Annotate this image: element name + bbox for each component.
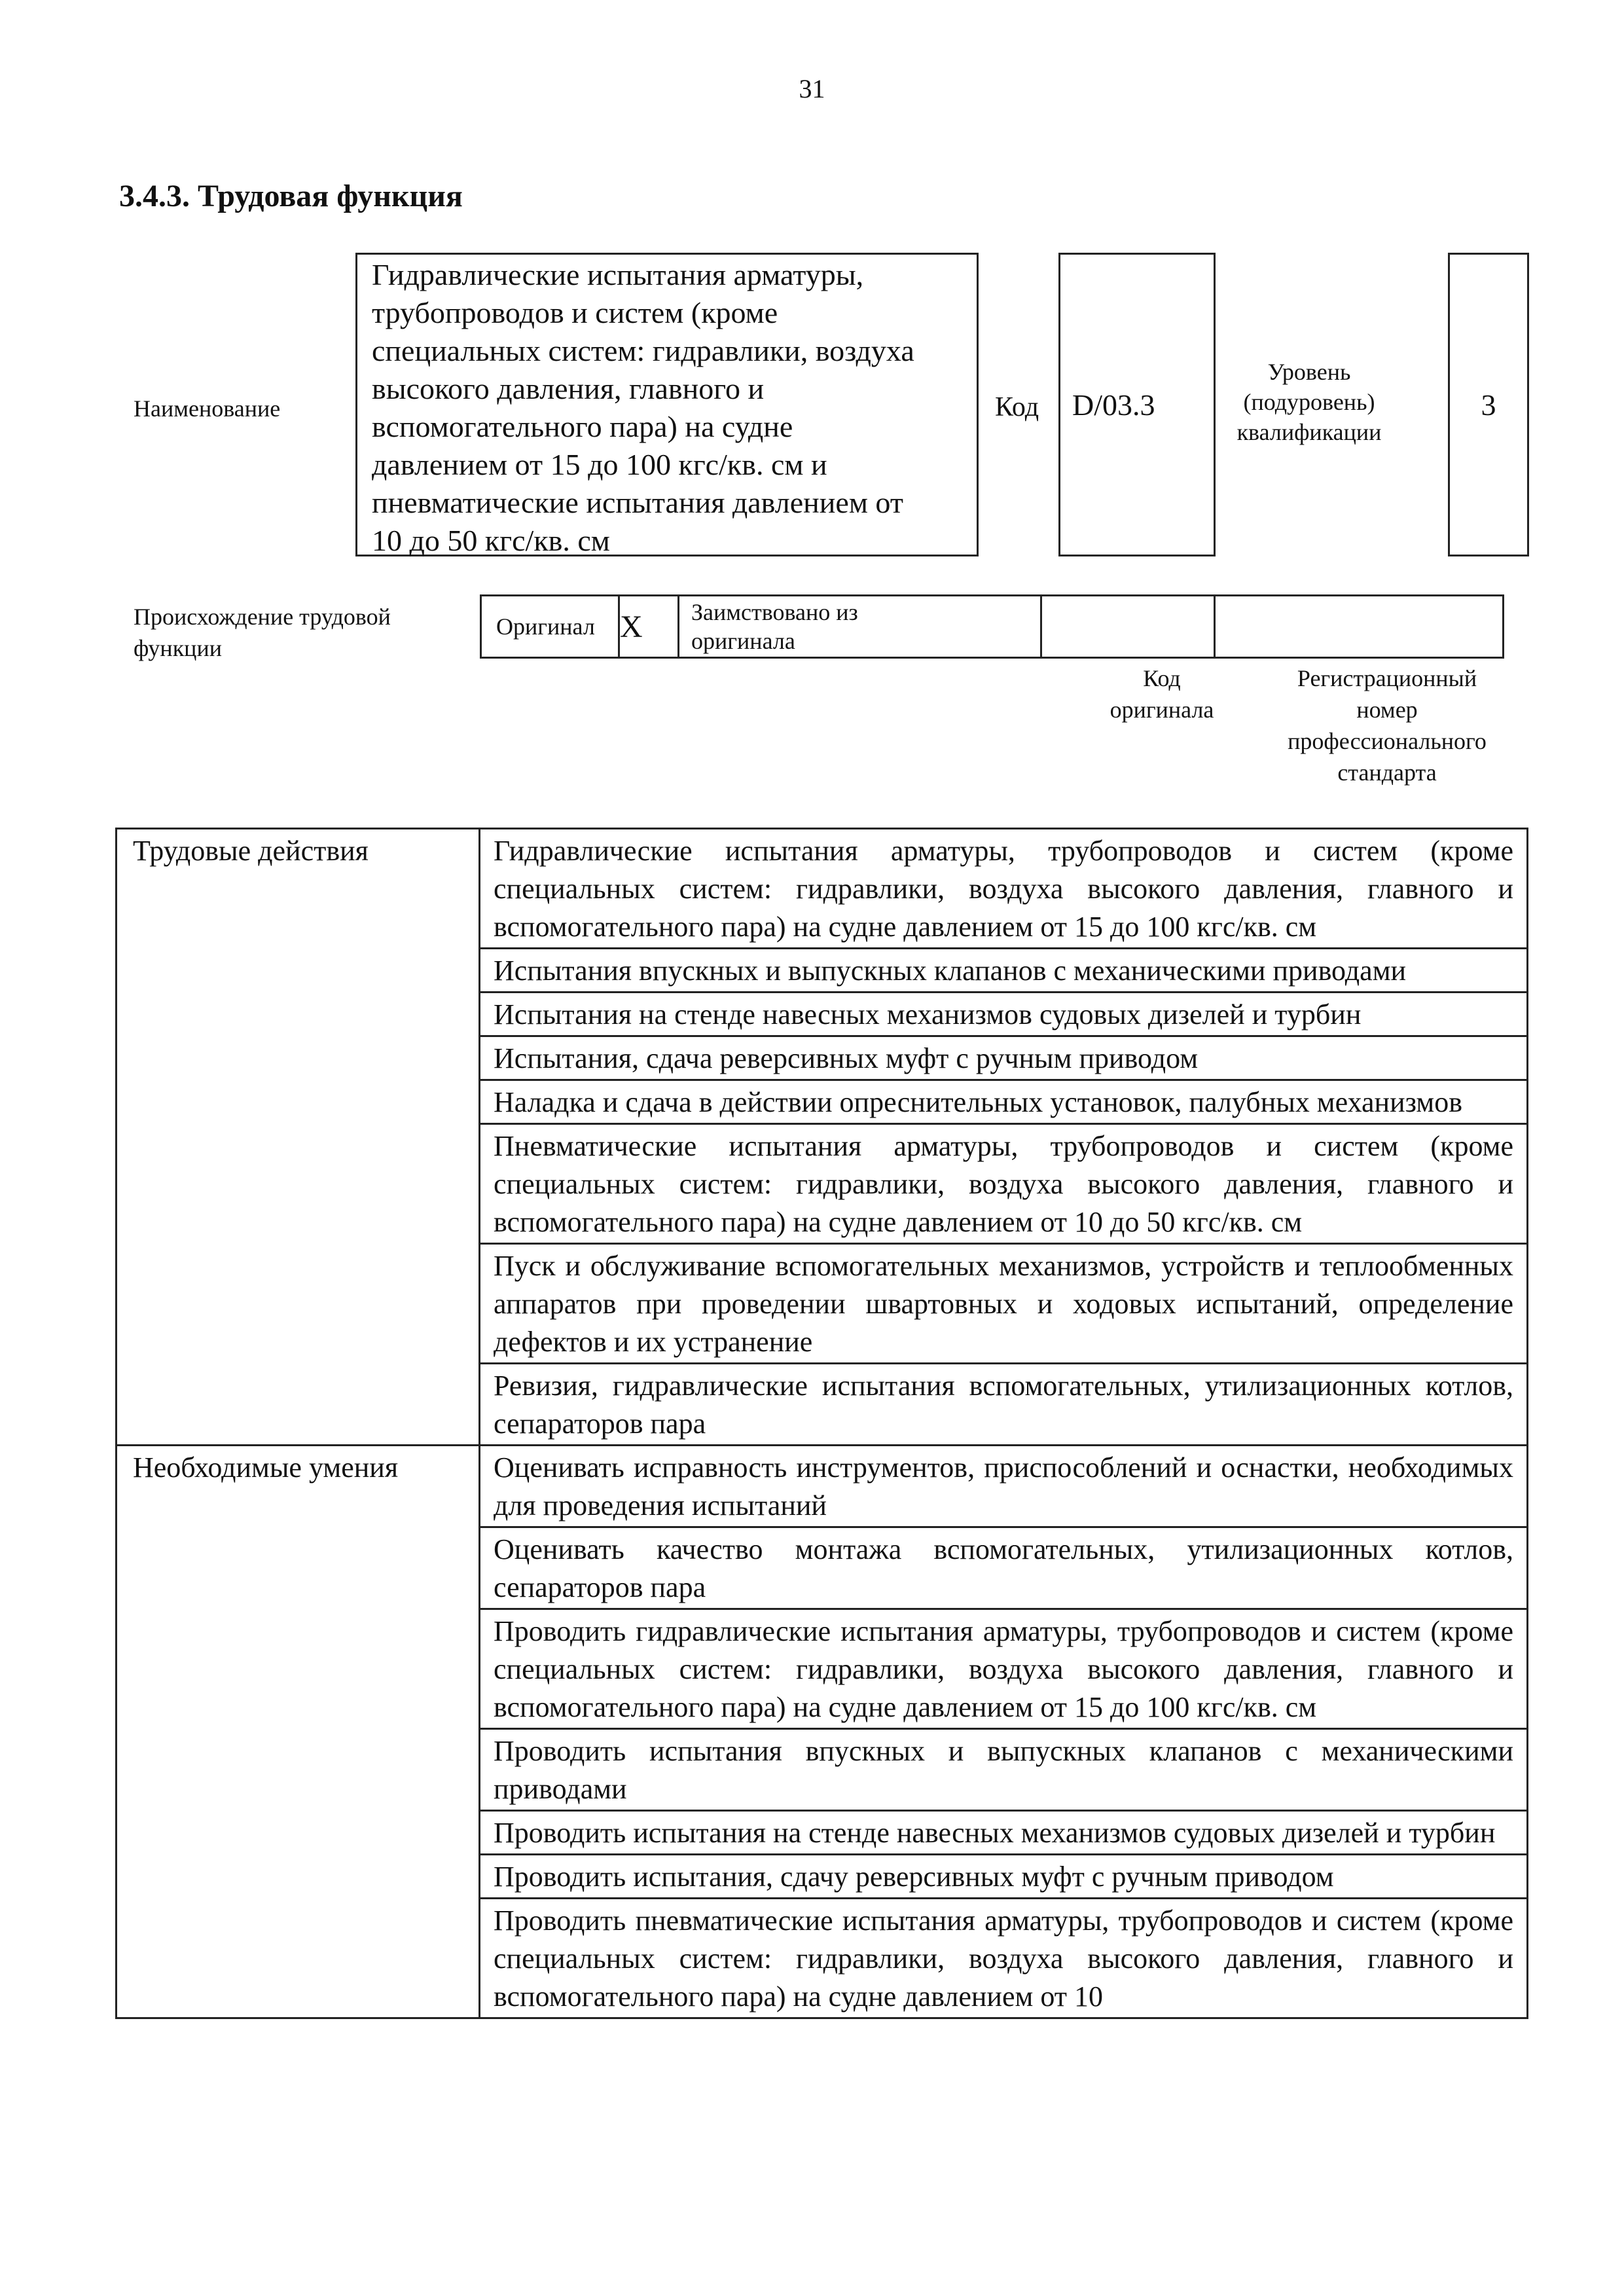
- table-row: [117, 1446, 1528, 1527]
- table-cell: Проводить испытания впускных и выпускных клапанов с механическими приводами: [480, 1729, 1528, 1811]
- code-label: Код: [995, 392, 1039, 422]
- table-cell: Испытания, сдача реверсивных муфт с ручным приводом: [480, 1036, 1528, 1080]
- level-value-box: [1448, 253, 1529, 556]
- name-line: давлением от 15 до 100 кгс/кв. см и: [372, 448, 827, 481]
- name-line: вспомогательного пара) на судне: [372, 410, 793, 443]
- caption-line: Регистрационный: [1297, 665, 1477, 691]
- code-value: D/03.3: [1072, 388, 1155, 422]
- page-number: 31: [799, 74, 825, 103]
- caption-line: профессионального: [1288, 728, 1487, 754]
- table-cell: Пневматические испытания арматуры, трубопроводов и систем (кроме специальных систем: гидравлики, воздуха высокого давления, главного и вспомогательного пара) на судне давлением от 10 до 50 кгс/кв. см: [480, 1124, 1528, 1244]
- code-original-caption: [1077, 663, 1247, 725]
- table-cell: Гидравлические испытания арматуры, трубопроводов и систем (кроме специальных систем: гидравлики, воздуха высокого давления, главного и вспомогательного пара) на судне давлением от 15 до 100 кгс/кв. см: [480, 829, 1528, 949]
- section-label: Необходимые умения: [117, 1446, 480, 2018]
- origin-label: [134, 601, 461, 664]
- origin-label-line: функции: [134, 635, 222, 661]
- table-cell: Проводить гидравлические испытания арматуры, трубопроводов и систем (кроме специальных систем: гидравлики, воздуха высокого давления, главного и вспомогательного пара) на судне давлением от 15 до 100 кгс/кв. см: [480, 1609, 1528, 1729]
- caption-line: Код: [1143, 665, 1181, 691]
- level-label-line: квалификации: [1236, 419, 1382, 445]
- borrowed-line: Заимствовано из: [691, 599, 858, 625]
- caption-line: стандарта: [1337, 759, 1437, 786]
- origin-label-line: Происхождение трудовой: [134, 604, 391, 630]
- table-cell: Проводить испытания, сдачу реверсивных муфт с ручным приводом: [480, 1855, 1528, 1899]
- original-cell: [481, 596, 619, 658]
- table-cell: Ревизия, гидравлические испытания вспомогательных, утилизационных котлов, сепараторов пара: [480, 1364, 1528, 1446]
- name-line: 10 до 50 кгс/кв. см: [372, 524, 610, 557]
- level-label: [1231, 357, 1388, 447]
- registration-number-caption: [1244, 663, 1530, 788]
- level-label-line: (подуровень): [1243, 389, 1375, 415]
- table-cell: Проводить пневматические испытания арматуры, трубопроводов и систем (кроме специальных систем: гидравлики, воздуха высокого давления, главного и вспомогательного пара) на судне давлением от 10: [480, 1899, 1528, 2018]
- labor-function-table: [115, 828, 1528, 2019]
- section-label: Трудовые действия: [117, 829, 480, 1446]
- table-cell: Проводить испытания на стенде навесных механизмов судовых дизелей и турбин: [480, 1811, 1528, 1855]
- original-mark: X: [620, 609, 643, 644]
- name-label: Наименование: [134, 395, 281, 422]
- borrowed-cell: [679, 596, 1041, 658]
- table-cell: Пуск и обслуживание вспомогательных механизмов, устройств и теплообменных аппаратов при проведении швартовных и ходовых испытаний, определение дефектов и их устранение: [480, 1244, 1528, 1364]
- original-code-cell: [1041, 596, 1215, 658]
- table-row: [117, 829, 1528, 949]
- origin-table: [480, 594, 1504, 659]
- section-heading: 3.4.3. Трудовая функция: [119, 179, 463, 213]
- name-line: Гидравлические испытания арматуры,: [372, 258, 864, 291]
- table-cell: Испытания впускных и выпускных клапанов с механическими приводами: [480, 949, 1528, 993]
- name-line: высокого давления, главного и: [372, 372, 765, 405]
- name-line: трубопроводов и систем (кроме: [372, 296, 778, 329]
- name-line: специальных систем: гидравлики, воздуха: [372, 334, 914, 367]
- level-label-line: Уровень: [1267, 359, 1351, 385]
- registration-number-cell: [1215, 596, 1504, 658]
- table-cell: Наладка и сдача в действии опреснительных установок, палубных механизмов: [480, 1080, 1528, 1124]
- table-cell: Оценивать качество монтажа вспомогательных, утилизационных котлов, сепараторов пара: [480, 1527, 1528, 1609]
- caption-line: номер: [1356, 697, 1418, 723]
- original-label: Оригинал: [496, 613, 595, 640]
- caption-line: оригинала: [1110, 697, 1214, 723]
- name-line: пневматические испытания давлением от: [372, 486, 903, 519]
- code-value-box: [1058, 253, 1216, 556]
- borrowed-line: оригинала: [691, 628, 795, 654]
- table-cell: Испытания на стенде навесных механизмов судовых дизелей и турбин: [480, 993, 1528, 1036]
- table-cell: Оценивать исправность инструментов, приспособлений и оснастки, необходимых для проведения испытаний: [480, 1446, 1528, 1527]
- function-name-box: [355, 253, 979, 556]
- level-value: 3: [1481, 388, 1496, 422]
- original-mark-cell: [619, 596, 679, 658]
